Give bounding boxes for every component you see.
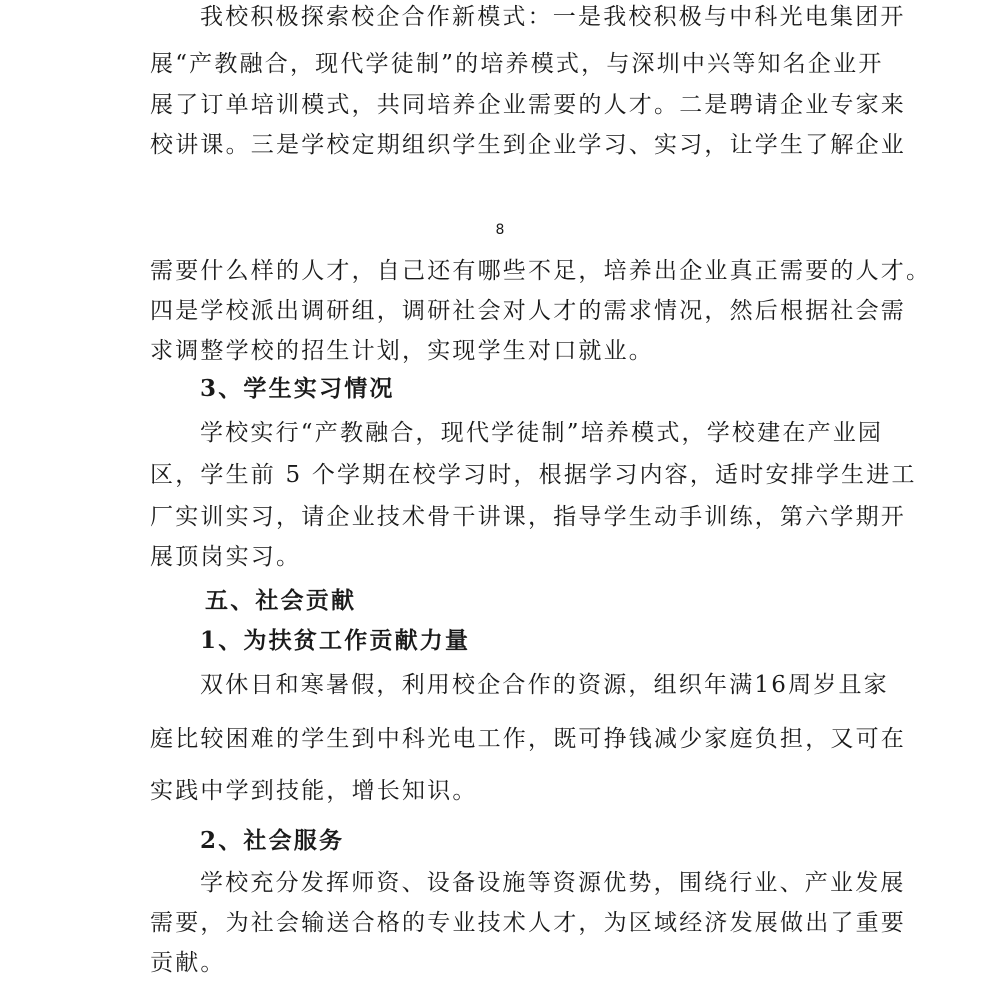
paragraph-line: 贡献。 [150, 950, 226, 976]
paragraph-line: 双休日和寒暑假，利用校企合作的资源，组织年满16周岁且家 [200, 672, 889, 698]
paragraph-line: 展“产教融合，现代学徒制”的培养模式，与深圳中兴等知名企业开 [150, 51, 884, 77]
paragraph-line: 四是学校派出调研组，调研社会对人才的需求情况，然后根据社会需 [150, 298, 906, 324]
subsection-heading: 1、为扶贫工作贡献力量 [200, 627, 471, 654]
section-heading: 3、学生实习情况 [200, 375, 395, 402]
page-number: 8 [495, 222, 505, 238]
paragraph-line: 需要，为社会输送合格的专业技术人才，为区域经济发展做出了重要 [150, 910, 906, 936]
paragraph-line: 我校积极探索校企合作新模式：一是我校积极与中科光电集团开 [200, 4, 906, 30]
paragraph-line: 需要什么样的人才，自己还有哪些不足，培养出企业真正需要的人才。 [150, 258, 932, 284]
section-heading: 五、社会贡献 [205, 587, 357, 614]
paragraph-line: 区，学生前 5 个学期在校学习时，根据学习内容，适时安排学生进工 [150, 462, 917, 488]
paragraph-line: 实践中学到技能，增长知识。 [150, 778, 478, 804]
paragraph-line: 校讲课。三是学校定期组织学生到企业学习、实习，让学生了解企业 [150, 132, 906, 158]
paragraph-line: 学校实行“产教融合，现代学徒制”培养模式，学校建在产业园 [200, 420, 884, 446]
paragraph-line: 展顶岗实习。 [150, 544, 302, 570]
paragraph-line: 庭比较困难的学生到中科光电工作，既可挣钱减少家庭负担，又可在 [150, 726, 906, 752]
paragraph-line: 厂实训实习，请企业技术骨干讲课，指导学生动手训练，第六学期开 [150, 504, 906, 530]
paragraph-line: 展了订单培训模式，共同培养企业需要的人才。二是聘请企业专家来 [150, 92, 906, 118]
subsection-heading: 2、社会服务 [200, 827, 345, 854]
paragraph-line: 求调整学校的招生计划，实现学生对口就业。 [150, 338, 654, 364]
paragraph-line: 学校充分发挥师资、设备设施等资源优势，围绕行业、产业发展 [200, 870, 906, 896]
